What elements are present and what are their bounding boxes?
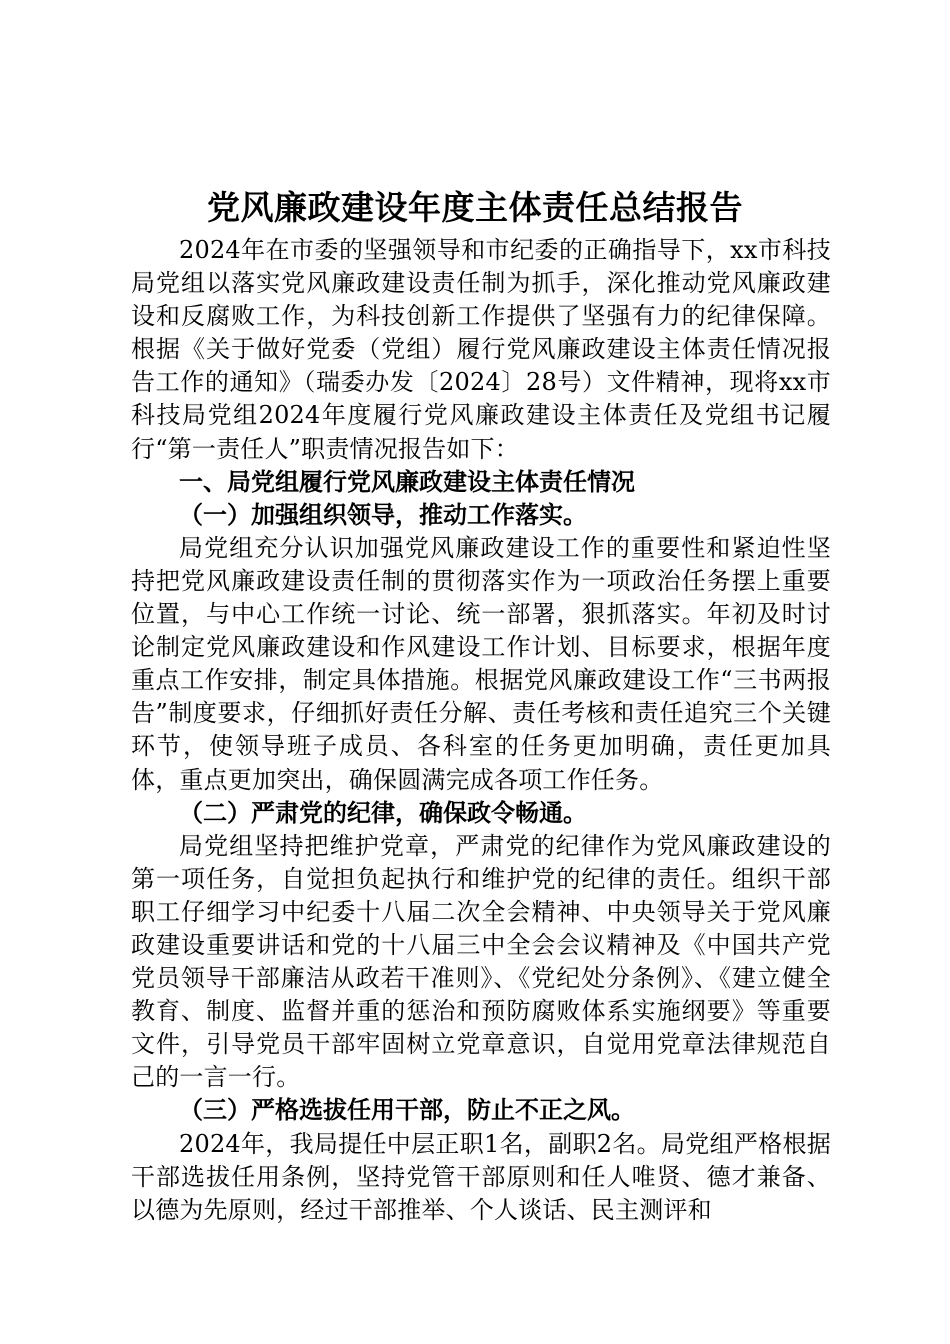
body-paragraph-1: 局党组充分认识加强党风廉政建设工作的重要性和紧迫性坚持把党风廉政建设责任制的贯彻落实作为一项政治任务摆上重要位置，与中心工作统一讨论、统一部署，狠抓落实。年初及时讨论制定党风廉政建设和作风建设工作计划、目标要求，根据年度重点工作安排，制定具体措施。根据党风廉政建设工作“三书两报告”制度要求，仔细抓好责任分解、责任考核和责任追究三个关键环节，使领导班子成员、各科室的任务更加明确，责任更加具体，重点更加突出，确保圆满完成各项工作任务。 — [131, 533, 831, 794]
subsection-heading-2: （二）严肃党的纪律，确保政令畅通。 — [179, 798, 587, 827]
subsection-heading-1: （一）加强组织领导，推动工作落实。 — [179, 500, 587, 529]
body-paragraph-3: 2024年，我局提任中层正职1名，副职2名。局党组严格根据干部选拔任用条例，坚持党管干部原则和任人唯贤、德才兼备、以德为先原则，经过干部推举、个人谈话、民主测评和 — [131, 1129, 831, 1224]
body-paragraph-2: 局党组坚持把维护党章，严肃党的纪律作为党风廉政建设的第一项任务，自觉担负起执行和维护党的纪律的责任。组织干部职工仔细学习中纪委十八届二次全会精神、中央领导关于党风廉政建设重要讲话和党的十八届三中全会会议精神及《中国共产党党员领导干部廉洁从政若干准则》、《党纪处分条例》、《建立健全教育、制度、监督并重的惩治和预防腐败体系实施纲要》等重要文件，引导党员干部牢固树立党章意识，自觉用党章法律规范自己的一言一行。 — [131, 831, 831, 1092]
section-heading-1: 一、局党组履行党风廉政建设主体责任情况 — [179, 467, 635, 496]
intro-paragraph: 2024年在市委的坚强领导和市纪委的正确指导下，xx市科技局党组以落实党风廉政建设责任制为抓手，深化推动党风廉政建设和反腐败工作，为科技创新工作提供了坚强有力的纪律保障。根据《关于做好党委（党组）履行党风廉政建设主体责任情况报告工作的通知》（瑞委办发〔2024〕28号）文件精神，现将xx市科技局党组2024年度履行党风廉政建设主体责任及党组书记履行“第一责任人”职责情况报告如下： — [131, 236, 831, 463]
document-body — [131, 234, 831, 1227]
subsection-heading-3: （三）严格选拔任用干部，防止不正之风。 — [179, 1096, 635, 1125]
document-title: 党风廉政建设年度主体责任总结报告 — [207, 188, 743, 227]
